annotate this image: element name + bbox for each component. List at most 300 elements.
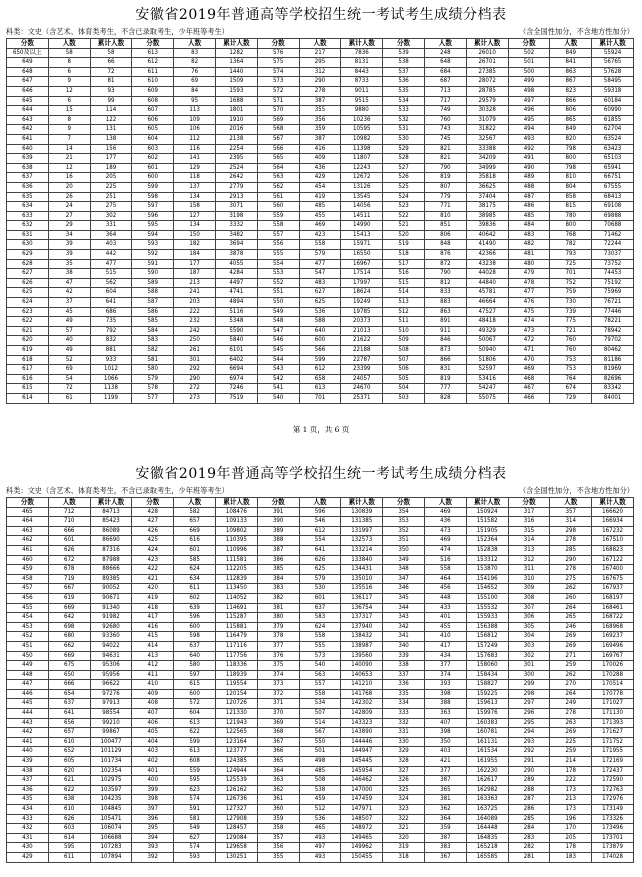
table-cell: 672 (48, 555, 90, 565)
table-cell: 3694 (215, 240, 257, 250)
table-cell: 138432 (341, 632, 383, 642)
table-cell: 542 (257, 374, 299, 384)
table-cell: 512 (299, 805, 341, 815)
table-cell: 501 (508, 58, 550, 68)
table-cell: 403 (90, 240, 132, 250)
table-cell: 335 (383, 689, 425, 699)
table-cell: 666 (48, 680, 90, 690)
table-cell: 633 (7, 211, 49, 221)
table-cell: 162230 (466, 766, 508, 776)
table-cell: 313 (508, 545, 550, 555)
table-cell: 189 (90, 163, 132, 173)
table-cell: 764 (550, 374, 592, 384)
table-cell: 183 (550, 852, 592, 862)
table-cell: 429 (7, 852, 49, 862)
table-cell: 387 (299, 96, 341, 106)
table-cell: 173879 (592, 843, 634, 853)
table-cell: 601 (132, 163, 174, 173)
table-cell: 2779 (215, 182, 257, 192)
table-cell: 768 (550, 230, 592, 240)
table-cell: 577 (132, 393, 174, 403)
table-cell: 259 (550, 747, 592, 757)
table-cell: 684 (424, 67, 466, 77)
table-cell: 624 (299, 622, 341, 632)
table-cell: 417 (132, 613, 174, 623)
table-cell: 442 (90, 250, 132, 260)
table-row (7, 211, 634, 221)
table-cell: 205 (550, 833, 592, 843)
table-cell: 406 (132, 718, 174, 728)
table-cell: 865 (550, 115, 592, 125)
table-cell: 433 (7, 814, 49, 824)
table-cell: 1199 (90, 393, 132, 403)
table-row (7, 852, 634, 862)
table-cell: 800 (550, 154, 592, 164)
table-cell: 437 (7, 776, 49, 786)
table-cell: 149962 (341, 843, 383, 853)
table-cell: 387 (257, 545, 299, 555)
table-cell: 508 (383, 346, 425, 356)
table-cell: 12243 (341, 163, 383, 173)
column-header: 分数 (257, 498, 299, 508)
table-cell: 163363 (466, 795, 508, 805)
table-cell: 35818 (466, 173, 508, 183)
table-cell: 820 (550, 134, 592, 144)
table-cell: 623 (7, 307, 49, 317)
table-cell: 16 (48, 173, 90, 183)
table-cell: 735 (90, 317, 132, 327)
table-cell: 69888 (592, 211, 634, 221)
table-cell: 609 (132, 86, 174, 96)
table-cell: 126162 (215, 785, 257, 795)
table-cell: 933 (90, 355, 132, 365)
table-cell: 374 (424, 670, 466, 680)
table-cell: 419 (299, 192, 341, 202)
table-cell: 312 (508, 555, 550, 565)
table-cell: 558 (424, 565, 466, 575)
table-cell: 625 (299, 565, 341, 575)
table-cell: 320 (383, 833, 425, 843)
table-cell: 290 (508, 766, 550, 776)
table-cell: 662 (48, 641, 90, 651)
table-cell: 107283 (90, 843, 132, 853)
table-cell: 398 (424, 689, 466, 699)
table-cell: 146462 (341, 776, 383, 786)
table-cell: 333 (383, 709, 425, 719)
column-header: 分数 (7, 498, 49, 508)
page-footer: 第 1 页，共 6 页 (292, 425, 350, 434)
table-cell: 605 (48, 757, 90, 767)
table-cell: 891 (424, 317, 466, 327)
table-cell: 493 (508, 134, 550, 144)
table-cell: 55075 (466, 393, 508, 403)
table-cell: 436 (7, 785, 49, 795)
table-cell: 138987 (341, 641, 383, 651)
table-cell: 170026 (592, 661, 634, 671)
table-cell: 178 (550, 766, 592, 776)
table-cell: 169767 (592, 651, 634, 661)
table-cell: 246 (550, 622, 592, 632)
table-cell: 222 (550, 776, 592, 786)
table-cell: 173701 (592, 833, 634, 843)
table-cell: 560 (257, 202, 299, 212)
score-table (6, 497, 634, 863)
table-cell: 165585 (466, 852, 508, 862)
table-cell: 416 (132, 622, 174, 632)
table-cell: 69 (48, 365, 90, 375)
table-cell: 518 (383, 250, 425, 260)
table-cell: 426 (132, 526, 174, 536)
table-cell: 674 (550, 384, 592, 394)
table-cell: 519 (383, 240, 425, 250)
table-cell: 779 (424, 192, 466, 202)
table-cell: 59318 (592, 86, 634, 96)
table-cell: 147000 (341, 785, 383, 795)
table-cell: 475 (508, 307, 550, 317)
table-cell: 687 (424, 77, 466, 87)
table-cell: 358 (257, 824, 299, 834)
subtitle-row (6, 486, 634, 496)
table-cell: 290 (550, 555, 592, 565)
table-cell: 658 (299, 374, 341, 384)
table-cell: 431 (7, 833, 49, 843)
table-cell: 314 (550, 517, 592, 527)
table-cell: 806 (550, 106, 592, 116)
table-cell: 530 (299, 584, 341, 594)
table-cell: 563 (299, 670, 341, 680)
table-cell: 232 (174, 317, 216, 327)
table-cell: 9515 (341, 96, 383, 106)
table-cell: 241 (174, 288, 216, 298)
table-cell: 507 (383, 355, 425, 365)
table-cell: 654 (48, 689, 90, 699)
table-cell: 537 (383, 67, 425, 77)
table-cell: 50067 (466, 336, 508, 346)
table-cell: 145445 (341, 757, 383, 767)
table-cell: 464 (7, 517, 49, 527)
table-cell: 203 (174, 298, 216, 308)
table-row (7, 641, 634, 651)
table-cell: 173496 (592, 824, 634, 834)
table-cell: 172763 (592, 785, 634, 795)
table-cell: 601 (48, 536, 90, 546)
table-cell: 148972 (341, 824, 383, 834)
table-cell: 669 (48, 603, 90, 613)
table-cell: 222 (174, 307, 216, 317)
table-row (7, 134, 634, 144)
table-cell: 24 (48, 202, 90, 212)
table-cell: 301 (508, 661, 550, 671)
column-header: 累计人数 (592, 498, 634, 508)
table-cell: 83 (174, 48, 216, 58)
table-cell: 419 (132, 593, 174, 603)
table-cell: 596 (174, 613, 216, 623)
table-cell: 6694 (215, 365, 257, 375)
table-cell: 76 (174, 67, 216, 77)
table-cell: 513 (383, 298, 425, 308)
table-row (7, 163, 634, 173)
table-cell: 359 (299, 125, 341, 135)
column-header: 累计人数 (90, 39, 132, 49)
table-cell: 264 (550, 689, 592, 699)
table-cell: 34999 (466, 163, 508, 173)
table-cell: 385 (257, 565, 299, 575)
table-cell: 78221 (592, 317, 634, 327)
table-row (7, 58, 634, 68)
table-cell: 485 (299, 202, 341, 212)
table-cell: 269 (550, 728, 592, 738)
table-cell: 378 (257, 632, 299, 642)
table-cell: 149465 (341, 833, 383, 843)
table-cell: 637 (299, 603, 341, 613)
table-cell: 403 (424, 747, 466, 757)
table-cell: 263 (550, 718, 592, 728)
table-cell: 777 (424, 384, 466, 394)
table-cell: 491 (508, 154, 550, 164)
table-cell: 648 (424, 58, 466, 68)
table-cell: 828 (424, 393, 466, 403)
table-cell: 81 (90, 77, 132, 87)
table-cell: 730 (550, 298, 592, 308)
table-cell: 158060 (466, 661, 508, 671)
table-cell: 441 (7, 737, 49, 747)
table-cell: 423 (132, 555, 174, 565)
table-cell: 261 (174, 346, 216, 356)
table-cell: 70688 (592, 221, 634, 231)
table-row (7, 298, 634, 308)
table-cell: 1801 (215, 106, 257, 116)
table-cell: 596 (132, 211, 174, 221)
table-cell: 327 (383, 766, 425, 776)
column-header: 人数 (174, 39, 216, 49)
table-cell: 293 (508, 737, 550, 747)
table-row (7, 507, 634, 517)
table-cell: 35 (48, 259, 90, 269)
table-cell: 45781 (466, 288, 508, 298)
table-cell: 424 (132, 545, 174, 555)
table-cell: 111581 (215, 555, 257, 565)
table-cell: 217 (299, 48, 341, 58)
table-cell: 49 (48, 346, 90, 356)
table-cell: 177 (174, 259, 216, 269)
table-cell: 164448 (466, 824, 508, 834)
table-cell: 82696 (592, 374, 634, 384)
table-cell: 418 (132, 603, 174, 613)
table-cell: 634 (174, 574, 216, 584)
table-cell: 302 (508, 651, 550, 661)
column-header: 累计人数 (341, 498, 383, 508)
table-cell: 130251 (215, 852, 257, 862)
table-cell: 446 (7, 689, 49, 699)
table-cell: 640 (299, 326, 341, 336)
table-cell: 667 (48, 584, 90, 594)
table-cell: 170 (550, 824, 592, 834)
table-cell: 2524 (215, 163, 257, 173)
table-cell: 628 (7, 259, 49, 269)
table-cell: 78942 (592, 326, 634, 336)
table-cell: 782 (550, 240, 592, 250)
table-cell: 745 (424, 134, 466, 144)
table-cell: 430 (7, 843, 49, 853)
table-cell: 623 (174, 785, 216, 795)
table-header-row (7, 39, 634, 49)
table-cell: 863 (550, 67, 592, 77)
table-cell: 14511 (341, 211, 383, 221)
table-cell: 642 (7, 125, 49, 135)
table-cell: 297 (508, 699, 550, 709)
table-cell: 612 (299, 526, 341, 536)
table-cell: 602 (174, 593, 216, 603)
table-cell: 626 (299, 555, 341, 565)
table-cell: 466 (508, 393, 550, 403)
table-cell: 140090 (341, 661, 383, 671)
table-cell: 698 (48, 622, 90, 632)
table-cell: 848 (424, 240, 466, 250)
table-cell: 563 (257, 173, 299, 183)
table-cell: 57 (48, 326, 90, 336)
table-cell: 142302 (341, 699, 383, 709)
table-cell: 361 (257, 795, 299, 805)
table-cell: 341 (383, 632, 425, 642)
table-cell: 640 (7, 144, 49, 154)
table-cell: 497 (508, 96, 550, 106)
table-row (7, 536, 634, 546)
table-cell: 344 (383, 603, 425, 613)
table-cell: 167510 (592, 536, 634, 546)
table-cell: 22787 (341, 355, 383, 365)
table-cell: 158827 (466, 680, 508, 690)
table-cell: 574 (174, 843, 216, 853)
table-cell: 739 (550, 307, 592, 317)
table-cell: 534 (299, 699, 341, 709)
table-cell: 528 (383, 154, 425, 164)
table-cell: 76721 (592, 298, 634, 308)
table-cell: 501 (299, 747, 341, 757)
table-cell: 863 (424, 307, 466, 317)
table-cell: 498 (508, 86, 550, 96)
table-cell: 639 (7, 154, 49, 164)
table-cell: 579 (132, 374, 174, 384)
table-cell: 164835 (466, 833, 508, 843)
table-row (7, 814, 634, 824)
table-cell: 498 (299, 757, 341, 767)
column-header: 累计人数 (215, 498, 257, 508)
table-cell: 538 (383, 58, 425, 68)
table-cell: 657 (174, 517, 216, 527)
column-header: 累计人数 (215, 39, 257, 49)
column-header: 累计人数 (341, 39, 383, 49)
table-cell: 460 (7, 555, 49, 565)
table-cell: 48418 (466, 317, 508, 327)
table-cell: 21 (48, 154, 90, 164)
table-cell: 588 (299, 317, 341, 327)
table-cell: 84713 (90, 507, 132, 517)
table-cell: 87988 (90, 555, 132, 565)
table-cell: 10236 (341, 115, 383, 125)
table-cell: 622 (7, 317, 49, 327)
table-cell: 49 (48, 317, 90, 327)
table-cell: 323 (383, 805, 425, 815)
table-cell: 522 (383, 211, 425, 221)
table-cell: 331 (90, 221, 132, 231)
table-cell: 168823 (592, 545, 634, 555)
table-cell: 452 (7, 632, 49, 642)
table-cell: 504 (383, 384, 425, 394)
table-cell: 613 (174, 718, 216, 728)
table-cell: 398 (424, 728, 466, 738)
table-cell: 416 (299, 144, 341, 154)
table-cell: 567 (299, 728, 341, 738)
table-cell: 167675 (592, 574, 634, 584)
table-cell: 377 (424, 661, 466, 671)
table-cell: 536 (299, 814, 341, 824)
table-cell: 315 (508, 526, 550, 536)
table-cell: 584 (132, 326, 174, 336)
table-cell: 354 (383, 507, 425, 517)
table-cell: 334 (383, 699, 425, 709)
table-cell: 459 (7, 565, 49, 575)
table-cell: 432 (7, 824, 49, 834)
table-cell: 95 (174, 96, 216, 106)
table-cell: 3198 (215, 211, 257, 221)
table-cell: 593 (132, 240, 174, 250)
table-cell: 124385 (215, 757, 257, 767)
table-row (7, 115, 634, 125)
table-cell: 599 (132, 182, 174, 192)
table-cell: 411 (132, 670, 174, 680)
column-header: 累计人数 (592, 39, 634, 49)
table-cell: 150455 (341, 852, 383, 862)
table-cell: 172976 (592, 795, 634, 805)
table-cell: 46664 (466, 298, 508, 308)
table-cell: 429 (299, 173, 341, 183)
table-cell: 340 (383, 641, 425, 651)
table-cell: 55924 (592, 48, 634, 58)
table-cell: 127908 (215, 814, 257, 824)
table-cell: 821 (424, 144, 466, 154)
table-cell: 701 (299, 393, 341, 403)
table-cell: 454 (7, 613, 49, 623)
column-header: 人数 (48, 39, 90, 49)
table-cell: 581 (174, 814, 216, 824)
table-cell: 594 (132, 230, 174, 240)
table-cell: 178 (550, 843, 592, 853)
table-cell: 550 (257, 298, 299, 308)
table-cell: 81186 (592, 355, 634, 365)
table-cell: 510 (383, 326, 425, 336)
table-row (7, 374, 634, 384)
table-cell: 397 (132, 805, 174, 815)
table-row (7, 173, 634, 183)
table-cell: 264 (550, 603, 592, 613)
table-cell: 701 (550, 269, 592, 279)
table-cell: 565 (257, 154, 299, 164)
table-cell: 617 (7, 365, 49, 375)
table-cell: 579 (299, 574, 341, 584)
table-cell: 375 (257, 661, 299, 671)
table-cell: 5840 (215, 336, 257, 346)
table-cell: 126736 (215, 795, 257, 805)
table-cell: 66751 (592, 173, 634, 183)
table-cell: 356 (257, 843, 299, 853)
table-cell: 650及以上 (7, 48, 49, 58)
table-cell: 97276 (90, 689, 132, 699)
table-cell: 605 (132, 125, 174, 135)
table-cell: 118939 (215, 670, 257, 680)
table-cell: 798 (550, 163, 592, 173)
table-cell: 2913 (215, 192, 257, 202)
table-cell: 65103 (592, 154, 634, 164)
